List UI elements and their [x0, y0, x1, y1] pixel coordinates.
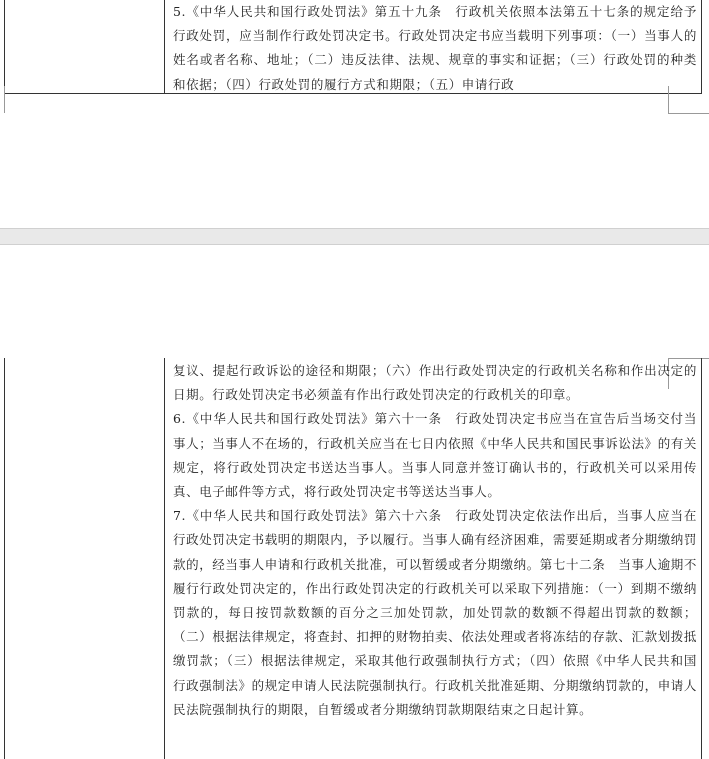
page-margin-mark-bottom-right	[668, 86, 709, 114]
article-paragraph-6: 6.《中华人民共和国行政处罚法》第六十一条 行政处罚决定书应当在宣告后当场交付当事人；当事人不在场的，行政机关应当在七日内依照《中华人民共和国民事诉讼法》的有关规定，将行政处罚决定书送达当事人。当事人同意并签订确认书的，行政机关可以采用传真、电子邮件等方式，将行政处罚决定书等送达当事人。	[173, 411, 698, 500]
article-paragraph-5-continued: 复议、提起行政诉讼的途径和期限；（六）作出行政处罚决定的行政机关名称和作出决定的日期。行政处罚决定书必须盖有作出行政处罚决定的行政机关的印章。	[173, 363, 697, 403]
article-paragraph-5: 5.《中华人民共和国行政处罚法》第五十九条 行政机关依照本法第五十七条的规定给予行政处罚，应当制作行政处罚决定书。行政处罚决定书应当载明下列事项：（一）当事人的姓名或者名称、地址；（二）违反法律、法规、规章的事实和证据；（三）行政处罚的种类和依据；（四）行政处罚的履行方式和期限；（五）申请行政	[173, 4, 697, 92]
page-break-gap	[0, 228, 709, 245]
document-page-top	[0, 0, 709, 228]
article-paragraph-7: 7.《中华人民共和国行政处罚法》第六十六条 行政处罚决定依法作出后，当事人应当在行政处罚决定书载明的期限内，予以履行。当事人确有经济困难，需要延期或者分期缴纳罚款的，经当事人申请和行政机关批准，可以暂缓或者分期缴纳。第七十二条 当事人逾期不履行行政处罚决定的，作出行政处罚决定的行政机关可以采取下列措施：（一）到期不缴纳罚款的，每日按罚款数额的百分之三加处罚款，加处罚款的数额不得超出罚款的数额；（二）根据法律规定，将查封、扣押的财物拍卖、依法处理或者将冻结的存款、汇款划拨抵缴罚款；（三）根据法律规定，采取其他行政强制执行方式；（四）依照《中华人民共和国行政强制法》的规定申请人民法院强制执行。行政机关批准延期、分期缴纳罚款的，申请人民法院强制执行的期限，自暂缓或者分期缴纳罚款期限结束之日起计算。	[173, 508, 698, 717]
content-cell	[173, 359, 697, 722]
content-table	[4, 358, 702, 759]
page-margin-mark-bottom-left	[0, 86, 5, 113]
content-cell	[173, 0, 697, 97]
document-page-bottom	[0, 245, 709, 759]
column-divider	[164, 358, 165, 759]
column-divider	[164, 0, 165, 93]
content-table	[4, 0, 702, 94]
